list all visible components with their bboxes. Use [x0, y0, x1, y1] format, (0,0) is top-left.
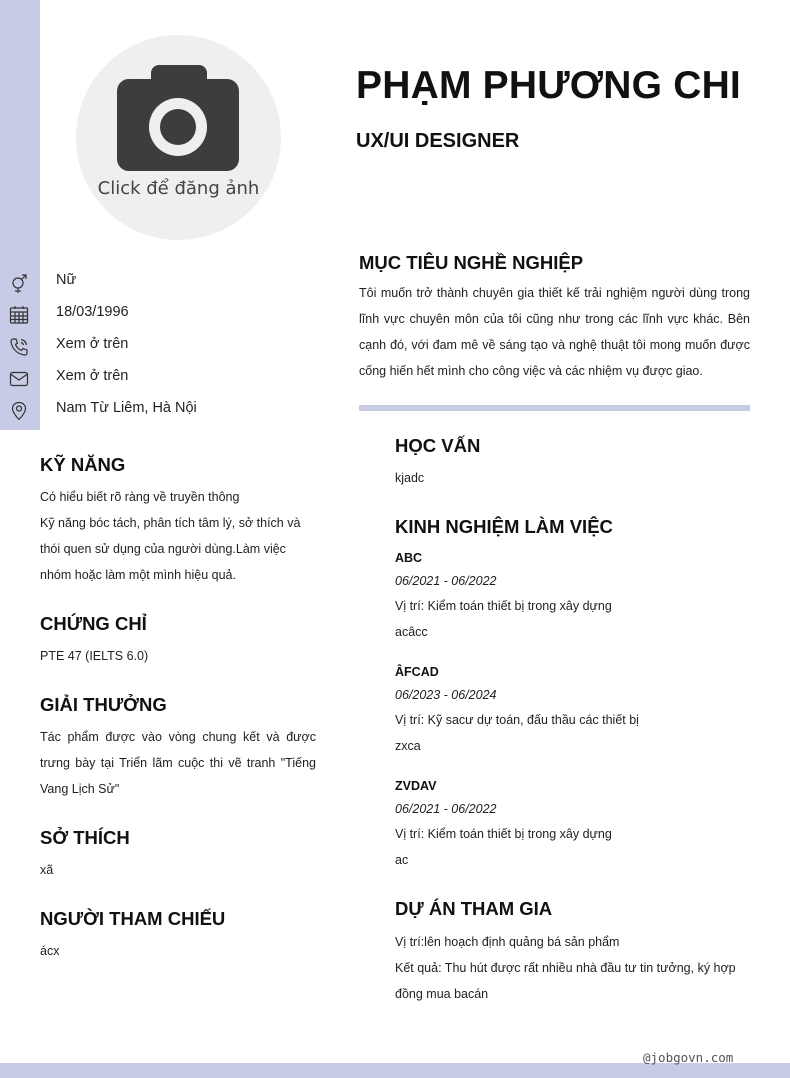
project-position: Vị trí:lên hoạch định quảng bá sản phẩm [395, 935, 620, 949]
site-watermark: @jobgovn.com [643, 1050, 734, 1065]
experience-item [395, 661, 755, 759]
experience-item [395, 547, 755, 645]
info-email [0, 362, 330, 394]
experience-company: ÂFCAD [395, 665, 439, 679]
project-result: Kết quả: Thu hút được rất nhiều nhà đầu tư tin tưởng, ký hợp đồng mua bacán [395, 961, 736, 1001]
job-title: UX/UI DESIGNER [356, 130, 520, 152]
info-phone [0, 330, 330, 362]
experience-description: acâcc [395, 625, 428, 639]
skills-line: thói quen sử dụng của người dùng.Làm việc [40, 542, 286, 556]
info-gender [0, 266, 330, 298]
awards-title: GIẢI THƯỞNG [40, 694, 167, 715]
experience-dates: 06/2021 - 06/2022 [395, 802, 497, 816]
education-text: kjadc [395, 471, 425, 485]
education-title: HỌC VẤN [395, 435, 481, 456]
skills-title: KỸ NĂNG [40, 454, 126, 475]
objective-title: MỤC TIÊU NGHỀ NGHIỆP [359, 252, 584, 273]
experience-title: KINH NGHIỆM LÀM VIỆC [395, 516, 613, 537]
email-icon [9, 369, 29, 389]
skills-text [40, 484, 330, 588]
references-title: NGƯỜI THAM CHIẾU [40, 908, 226, 929]
hobbies-text: xã [40, 863, 54, 877]
phone-icon [9, 337, 29, 357]
experience-position: Vị trí: Kiểm toán thiết bị trong xây dựng [395, 827, 612, 841]
footer-accent-bar [0, 1063, 790, 1078]
hobbies-title: SỞ THÍCH [40, 827, 130, 848]
location-pin-icon [9, 401, 29, 421]
experience-company: ZVDAV [395, 779, 437, 793]
section-divider [359, 405, 750, 411]
objective-text: Tôi muốn trở thành chuyên gia thiết kế trải nghiệm người dùng trong lĩnh vực chuyên môn của tôi cũng như trong các lĩnh vực khác. Bên cạnh đó, với đam mê về sáng tạo và nghệ thuật tôi mong muốn được cống hiến hết mình cho công việc và các nhiệm vụ được giao. [359, 286, 750, 378]
avatar-upload-label: Click để đăng ảnh [97, 178, 260, 199]
gender-icon [9, 273, 29, 293]
camera-icon [116, 65, 241, 173]
info-birthdate-value: 18/03/1996 [56, 304, 129, 320]
references-text: ácx [40, 944, 60, 958]
experience-position: Vị trí: Kiểm toán thiết bị trong xây dựng [395, 599, 612, 613]
awards-text: Tác phẩm được vào vòng chung kết và được trưng bày tại Triển lãm cuộc thi vẽ tranh "Tiếng Vang Lịch Sử" [40, 730, 316, 796]
experience-description: ac [395, 853, 409, 867]
experience-position: Vị trí: Kỹ sacư dự toán, đấu thầu các thiết bị [395, 713, 639, 727]
info-gender-value: Nữ [56, 272, 77, 288]
certificates-text: PTE 47 (IELTS 6.0) [40, 649, 149, 663]
info-address [0, 394, 330, 426]
experience-dates: 06/2023 - 06/2024 [395, 688, 497, 702]
calendar-icon [9, 305, 29, 325]
experience-description: zxca [395, 739, 421, 753]
experience-item [395, 775, 755, 873]
certificates-title: CHỨNG CHỈ [40, 613, 147, 634]
info-email-value: Xem ở trên [56, 368, 129, 384]
info-phone-value: Xem ở trên [56, 336, 129, 352]
experience-company: ABC [395, 551, 423, 565]
skills-line: Có hiểu biết rõ ràng về truyền thông [40, 490, 240, 504]
projects-title: DỰ ÁN THAM GIA [395, 898, 553, 919]
candidate-name: PHẠM PHƯƠNG CHI [356, 64, 741, 107]
experience-dates: 06/2021 - 06/2022 [395, 574, 497, 588]
skills-line: Kỹ năng bóc tách, phân tích tâm lý, sở thích và [40, 516, 301, 530]
avatar-upload[interactable] [76, 35, 281, 240]
info-address-value: Nam Từ Liêm, Hà Nội [56, 400, 197, 416]
projects-text [395, 929, 750, 1007]
skills-line: nhóm hoặc làm một mình hiệu quả. [40, 568, 236, 582]
info-birthdate [0, 298, 330, 330]
